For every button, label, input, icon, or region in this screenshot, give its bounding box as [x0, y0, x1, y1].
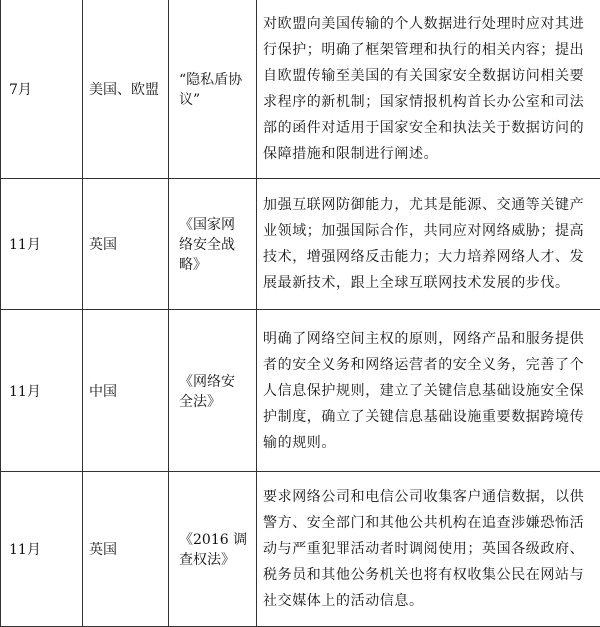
policy-detail-cell: 明确了网络空间主权的原则，网络产品和服务提供者的安全义务和网络运营者的安全义务，完善了个人信息保护规则，建立了关键信息基础设施安全保护制度，确立了关键信息基础设施重要数据跨境传输的规则。 — [257, 310, 600, 472]
policy-name-cell: “隐私盾协议” — [169, 0, 257, 179]
table-row — [1, 0, 600, 179]
policy-name-cell: 《2016 调查权法》 — [169, 472, 257, 627]
policy-detail-cell: 对欧盟向美国传输的个人数据进行处理时应对其进行保护；明确了框架管理和执行的相关内容；提出自欧盟传输至美国的有关国家安全数据访问相关要求程序的新机制；国家情报机构首长办公室和司法部的函件对适用于国家安全和执法关于数据访问的保障措施和限制进行阐述。 — [257, 0, 600, 179]
region-cell: 美国、欧盟 — [83, 0, 169, 179]
month-cell: 11月 — [1, 472, 83, 627]
table-row — [1, 472, 600, 627]
policy-name-cell: 《国家网络安全战略》 — [169, 179, 257, 310]
policy-name-cell: 《网络安全法》 — [169, 310, 257, 472]
table-row — [1, 310, 600, 472]
month-cell: 7月 — [1, 0, 83, 179]
policy-detail-cell: 要求网络公司和电信公司收集客户通信数据，以供警方、安全部门和其他公共机构在追查涉嫌恐怖活动与严重犯罪活动者时调阅使用；英国各级政府、税务员和其他公务机关也将有权收集公民在网站与社交媒体上的活动信息。 — [257, 472, 600, 627]
table-row — [1, 179, 600, 310]
region-cell: 英国 — [83, 179, 169, 310]
region-cell: 英国 — [83, 472, 169, 627]
month-cell: 11月 — [1, 179, 83, 310]
policy-detail-cell: 加强互联网防御能力，尤其是能源、交通等关键产业领域；加强国际合作，共同应对网络威胁；提高技术，增强网络反击能力；大力培养网络人才、发展最新技术，跟上全球互联网技术发展的步伐。 — [257, 179, 600, 310]
region-cell: 中国 — [83, 310, 169, 472]
month-cell: 11月 — [1, 310, 83, 472]
